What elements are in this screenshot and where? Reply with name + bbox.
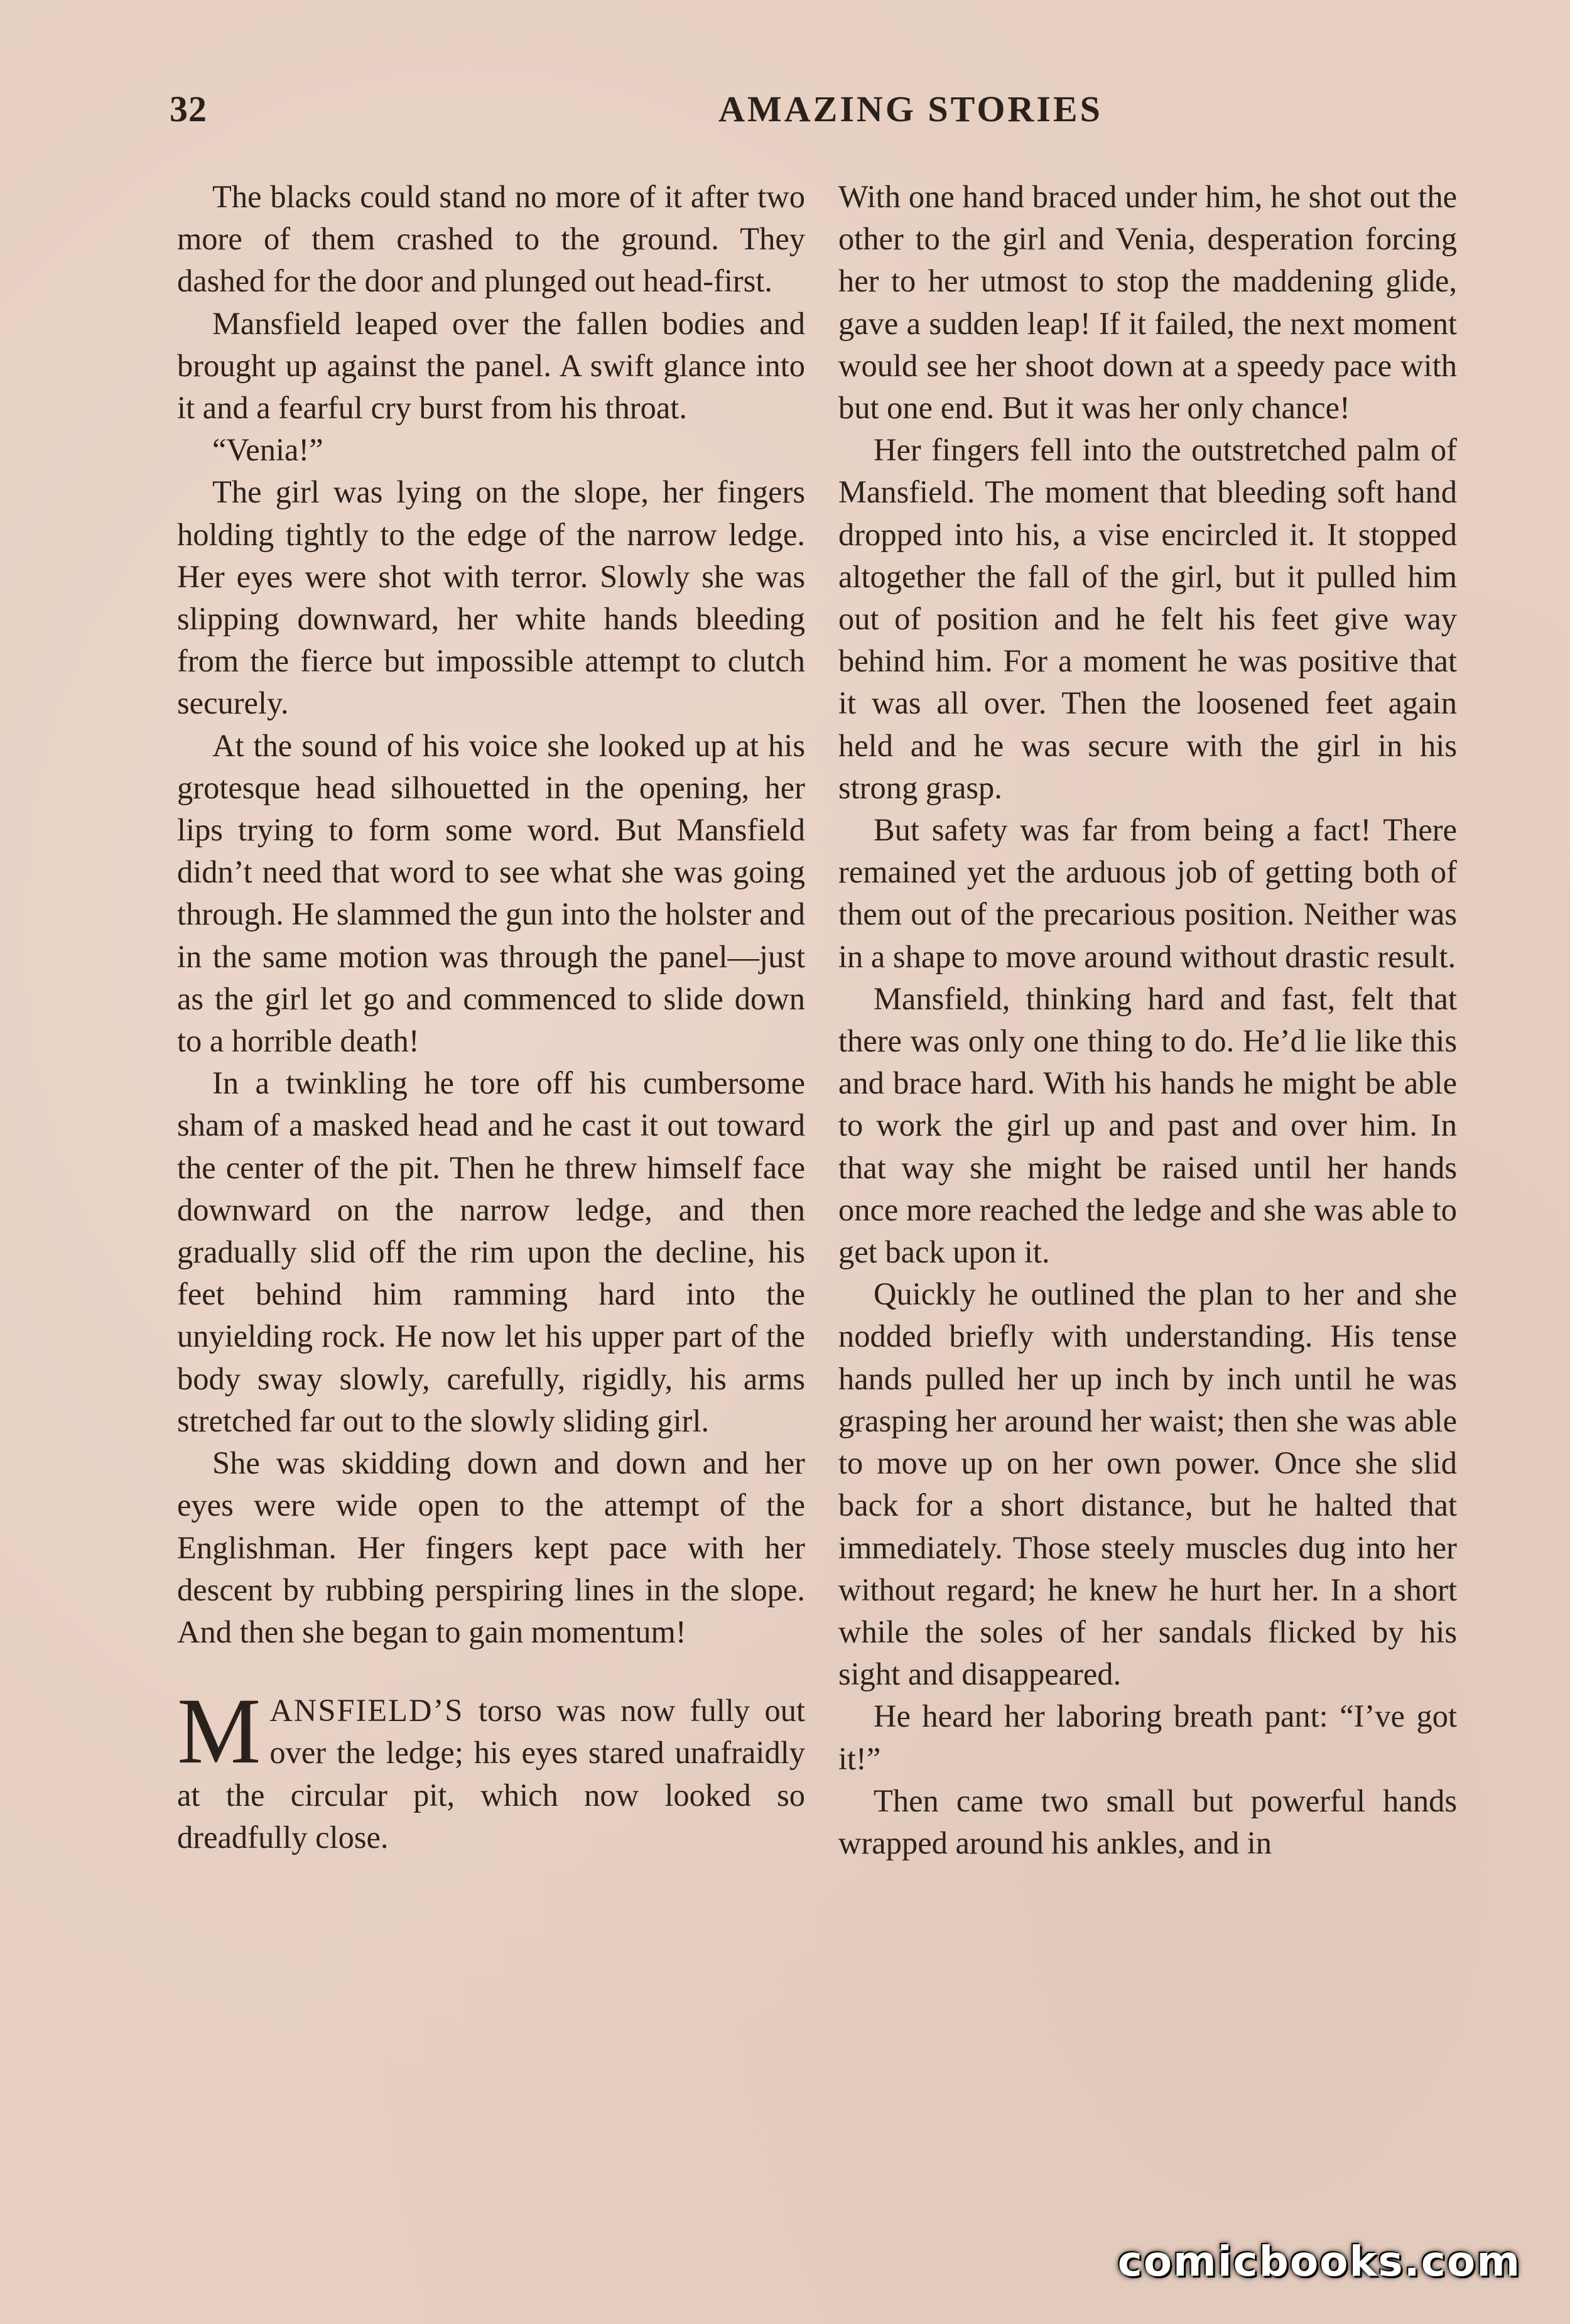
dropcap-paragraph	[177, 1679, 805, 1859]
paragraph: Mansfield leaped over the fallen bodies and brought up against the panel. A swift glance into it and a fearful cry burst from his throat.	[177, 305, 805, 426]
paragraph: Mansfield, thinking hard and fast, felt that there was only one thing to do. He’d lie like this and brace hard. With his hands he might be able to work the girl up and past and over him. In that way she might be raised until her hands once more reached the ledge and she was able to get back upon it.	[838, 980, 1457, 1270]
paragraph: The girl was lying on the slope, her fingers holding tightly to the edge of the narrow ledge. Her eyes were shot with terror. Slowly she was slipping downward, her white hands bleeding from the fierce but impossible attempt to clutch securely.	[177, 474, 805, 721]
lead-caps: ANSFIELD’S	[269, 1693, 464, 1729]
paragraph: Quickly he outlined the plan to her and she nodded briefly with understanding. His tense hands pulled her up inch by inch until he was grasping her around her waist; then she was able to move up on her own power. Once she slid back for a short distance, but he halted that immediately. Those steely muscles dug into her without regard; he knew he hurt her. In a short while the soles of her sandals flicked by his sight and disappeared.	[838, 1276, 1457, 1692]
paragraph: The blacks could stand no more of it after two more of them crashed to the ground. They dashed for the door and plunged out head-first.	[177, 179, 805, 299]
paragraph: At the sound of his voice she looked up at his grotesque head silhouetted in the opening, her lips trying to form some word. But Mansfield didn’t need that word to see what she was going through. He slammed the gun into the holster and in the same motion was through the panel—just as the girl let go and commenced to slide down to a horrible death!	[177, 727, 805, 1059]
running-title: AMAZING STORIES	[718, 89, 1103, 129]
page-number: 32	[170, 89, 207, 129]
paragraph-text: torso was now fully out over the ledge; his eyes stared unafraidly at the circular pit, which now looked so dreadfully close.	[177, 1693, 805, 1855]
right-column	[838, 176, 1457, 1864]
paragraph: Her fingers fell into the outstretched palm of Mansfield. The moment that bleeding soft hand dropped into his, a vise encircled it. It stopped altogether the fall of the girl, but it pulled him out of position and he felt his feet give way behind him. For a moment he was positive that it was all over. Then the loosened feet again held and he was secure with the girl in his strong grasp.	[838, 432, 1457, 805]
drop-cap: M	[177, 1679, 261, 1784]
paragraph: Then came two small but powerful hands wrapped around his ankles, and in	[838, 1783, 1457, 1860]
page-header	[170, 88, 1457, 144]
paragraph: “Venia!”	[212, 432, 323, 468]
paragraph: But safety was far from being a fact! There remained yet the arduous job of getting both of them out of the precarious position. Neither was in a shape to move around without drastic result.	[838, 812, 1457, 974]
paragraph: In a twinkling he tore off his cumbersome sham of a masked head and he cast it out toward the center of the pit. Then he threw himself face downward on the narrow ledge, and then gradually slid off the rim upon the decline, his feet behind him ramming hard into the unyielding rock. He now let his upper part of the body sway slowly, carefully, rigidly, his arms stretched far out to the slowly sliding girl.	[177, 1065, 805, 1438]
paragraph: She was skidding down and down and her eyes were wide open to the attempt of the Englishman. Her fingers kept pace with her descent by rubbing perspiring lines in the slope. And then she began to gain momentum!	[177, 1445, 805, 1649]
paragraph: With one hand braced under him, he shot out the other to the girl and Venia, desperation forcing her to her utmost to stop the maddening glide, gave a sudden leap! If it failed, the next moment would see her shoot down at a speedy pace with but one end. But it was her only chance!	[838, 179, 1457, 426]
paragraph: He heard her laboring breath pant: “I’ve got it!”	[838, 1698, 1457, 1776]
left-column	[177, 176, 805, 1859]
site-watermark: comicbooks.com	[1117, 2237, 1521, 2286]
